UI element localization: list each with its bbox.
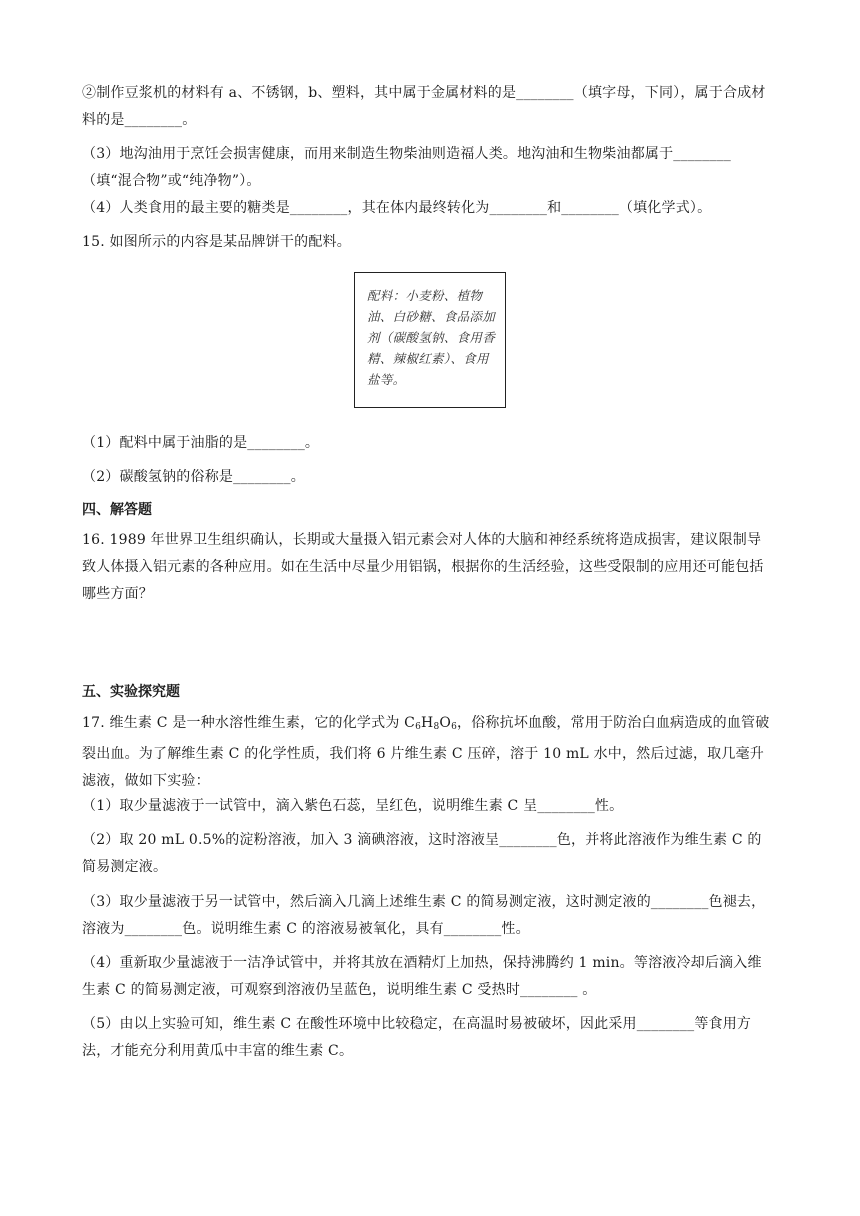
q17-stem-b: ，俗称抗坏血酸，常用于防治白血病造成的血管破裂出血。为了解维生素 C 的化学性质，我们将 6 片维生素 C 压碎，溶于 10 mL 水中，然后过滤，取几毫升滤液，做如下实验： [82, 715, 770, 789]
formula-h: H [421, 715, 434, 731]
ingredients-image-text: 配料：小麦粉、植物油、白砂糖、食品添加剂（碳酸氢钠、食用香精、辣椒红素）、食用盐等。 [367, 288, 496, 387]
q17-stem [82, 710, 772, 795]
formula-o: O [439, 715, 452, 731]
q17-sub-2: （2）取 20 mL 0.5%的淀粉溶液，加入 3 滴碘溶液，这时溶液呈________色，并将此溶液作为维生素 C 的简易测定液。 [82, 832, 762, 875]
ingredients-image [354, 272, 506, 408]
q17-sub-5: （5）由以上实验可知，维生素 C 在酸性环境中比较稳定，在高温时易被破坏，因此采用________等食用方法，才能充分利用黄瓜中丰富的维生素 C。 [82, 1016, 752, 1059]
q17-sub-1: （1）取少量滤液于一试管中，滴入紫色石蕊，呈红色，说明维生素 C 呈________性。 [82, 798, 624, 814]
formula-sub-6: 6 [415, 722, 422, 732]
formula-sub-6b: 6 [451, 722, 458, 732]
q15-sub-1: （1）配料中属于油脂的是________。 [82, 435, 320, 451]
q14-line-4: （4）人类食用的最主要的糖类是________，其在体内最终转化为________和________（填化学式）。 [82, 200, 712, 216]
q15-sub-2: （2）碳酸氢钠的俗称是________。 [82, 469, 305, 485]
q15-stem: 15. 如图所示的内容是某品牌饼干的配料。 [82, 234, 351, 250]
q14-line-3: （3）地沟油用于烹饪会损害健康，而用来制造生物柴油则造福人类。地沟油和生物柴油都属于________（填“混合物”或“纯净物”）。 [82, 146, 731, 189]
section-4-heading: 四、解答题 [82, 502, 152, 518]
q17-stem-a: 17. 维生素 C 是一种水溶性维生素，它的化学式为 C [82, 715, 416, 731]
q16-text: 16. 1989 年世界卫生组织确认，长期或大量摄入铝元素会对人体的大脑和神经系统将造成损害，建议限制导致人体摄入铝元素的各种应用。如在生活中尽量少用铝锅，根据你的生活经验，这些受限制的应用还可能包括哪些方面？ [82, 532, 764, 602]
section-5-heading: 五、实验探究题 [82, 684, 180, 700]
q17-sub-4: （4）重新取少量滤液于一洁净试管中，并将其放在酒精灯上加热，保持沸腾约 1 min。等溶液冷却后滴入维生素 C 的简易测定液，可观察到溶液仍呈蓝色，说明维生素 C 受热时________ 。 [82, 955, 762, 998]
q17-sub-3: （3）取少量滤液于另一试管中，然后滴入几滴上述维生素 C 的简易测定液，这时测定液的________色褪去，溶液为________色。说明维生素 C 的溶液易被氧化，具有________性。 [82, 894, 766, 937]
formula-sub-8: 8 [433, 722, 440, 732]
q14-line-2: ②制作豆浆机的材料有 a、不锈钢，b、塑料，其中属于金属材料的是________（填字母，下同），属于合成材料的是________。 [82, 85, 766, 128]
